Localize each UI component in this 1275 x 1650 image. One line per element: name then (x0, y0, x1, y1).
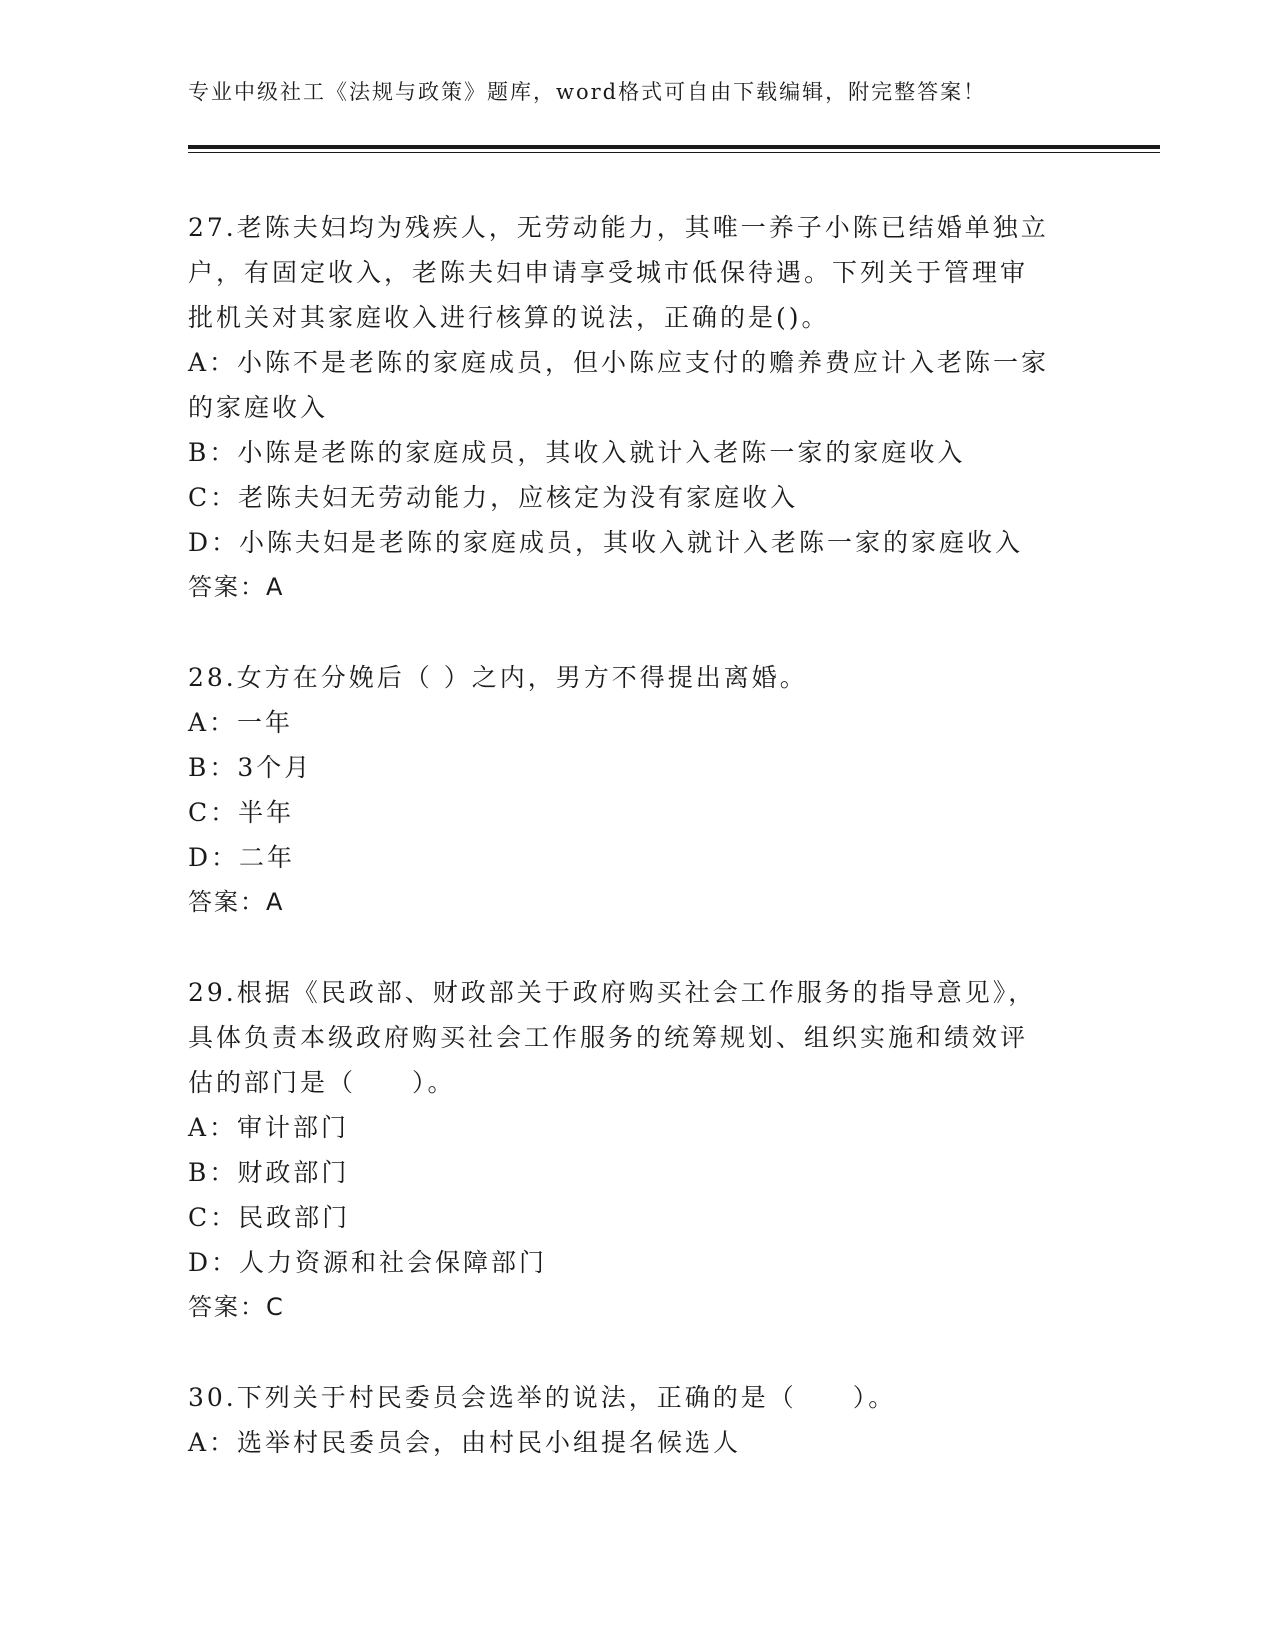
option-c: C：老陈夫妇无劳动能力，应核定为没有家庭收入 (188, 483, 799, 512)
answer-line: 答案：C (188, 1293, 285, 1321)
page-header-title: 专业中级社工《法规与政策》题库，word格式可自由下载编辑，附完整答案！ (188, 80, 987, 104)
option-d: D：二年 (188, 843, 296, 872)
question-27 (188, 205, 1088, 610)
question-stem-line: 30.下列关于村民委员会选举的说法，正确的是（ ）。 (188, 1383, 897, 1412)
question-30 (188, 1375, 1088, 1465)
question-28 (188, 655, 1088, 925)
option-b: B：3个月 (188, 753, 313, 782)
option-c: C：半年 (188, 798, 295, 827)
question-stem-line: 27.老陈夫妇均为残疾人，无劳动能力，其唯一养子小陈已结婚单独立 (188, 213, 1049, 242)
option-b: B：小陈是老陈的家庭成员，其收入就计入老陈一家的家庭收入 (188, 438, 966, 467)
option-a-continued: 的家庭收入 (188, 393, 329, 422)
header-rule-thin (188, 152, 1160, 153)
option-b: B：财政部门 (188, 1158, 350, 1187)
option-a: A：一年 (188, 708, 294, 737)
option-a: A：小陈不是老陈的家庭成员，但小陈应支付的赡养费应计入老陈一家 (188, 348, 1050, 377)
option-d: D：人力资源和社会保障部门 (188, 1248, 548, 1277)
question-stem-line: 估的部门是（ ）。 (188, 1068, 456, 1097)
question-stem-line: 批机关对其家庭收入进行核算的说法，正确的是()。 (188, 303, 830, 332)
question-stem-line: 具体负责本级政府购买社会工作服务的统筹规划、组织实施和绩效评 (188, 1023, 1029, 1052)
question-stem-line: 户，有固定收入，老陈夫妇申请享受城市低保待遇。下列关于管理审 (188, 258, 1029, 287)
question-stem-line: 29.根据《民政部、财政部关于政府购买社会工作服务的指导意见》， (188, 978, 1037, 1007)
option-a: A：审计部门 (188, 1113, 350, 1142)
header-rule-thick (188, 145, 1160, 149)
option-d: D：小陈夫妇是老陈的家庭成员，其收入就计入老陈一家的家庭收入 (188, 528, 1024, 557)
question-stem-line: 28.女方在分娩后（ ）之内，男方不得提出离婚。 (188, 663, 808, 692)
question-list (188, 205, 1088, 1510)
answer-line: 答案：A (188, 888, 285, 916)
question-29 (188, 970, 1088, 1330)
option-a: A：选举村民委员会，由村民小组提名候选人 (188, 1428, 742, 1457)
option-c: C：民政部门 (188, 1203, 351, 1232)
answer-line: 答案：A (188, 573, 285, 601)
